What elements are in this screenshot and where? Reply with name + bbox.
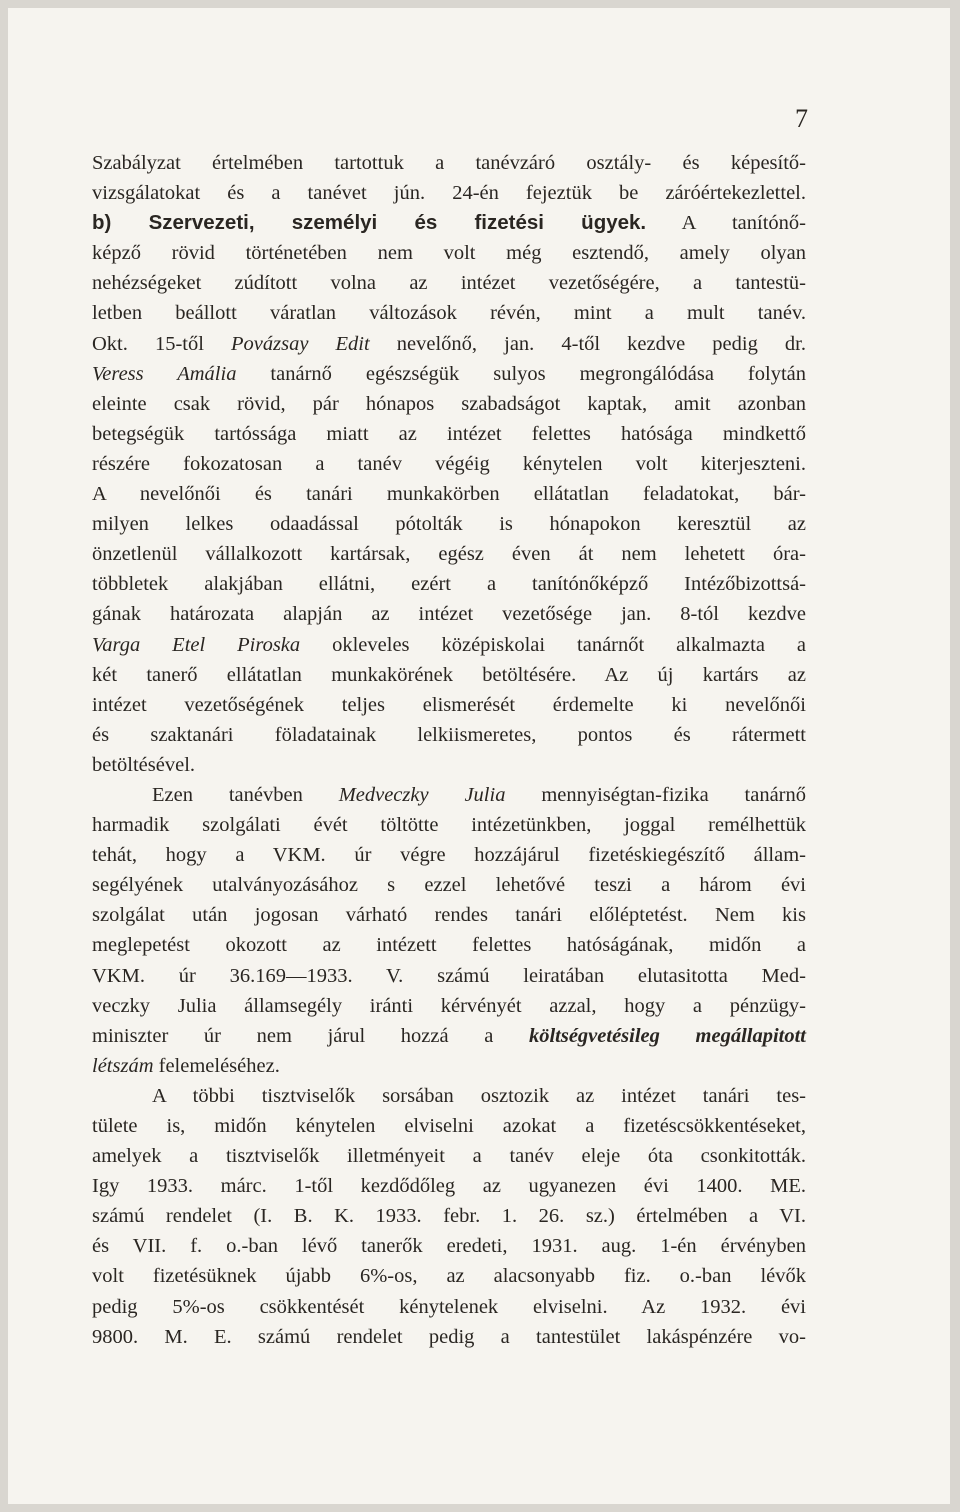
text-line — [92, 1141, 806, 1171]
text-run: intézet vezetőségének teljes elismerését érdemelte ki nevelőnői — [92, 693, 806, 716]
text-line — [92, 449, 806, 479]
text-run: okleveles középiskolai tanárnőt alkalmazta a — [300, 633, 806, 656]
text-line — [92, 298, 806, 328]
emphasized-text: költségvetésileg megállapitott — [528, 1024, 806, 1047]
text-run: A többi tisztviselők sorsában osztozik az intézet tanári tes- — [152, 1084, 806, 1107]
emphasized-text: Povázsay Edit — [231, 332, 370, 355]
text-line — [92, 359, 806, 389]
text-line — [92, 329, 806, 359]
emphasized-text: b) Szervezeti, személyi és fizetési ügyek. — [92, 211, 647, 235]
text-run: letben beállott váratlan változások révén, mint a mult tanév. — [92, 302, 806, 325]
text-line — [92, 780, 806, 810]
text-run: részére fokozatosan a tanév végéig kénytelen volt kiterjeszteni. — [92, 452, 806, 475]
text-run: többletek alakjában ellátni, ezért a tanítónőképző Intézőbizottsá- — [92, 573, 806, 596]
text-run: felemeléséhez. — [153, 1054, 280, 1077]
text-run: harmadik szolgálati évét töltötte intézetünkben, joggal remélhettük — [92, 814, 806, 837]
text-run: számú rendelet (I. B. K. 1933. febr. 1. 26. sz.) értelmében a VI. — [92, 1205, 806, 1228]
text-line — [92, 991, 806, 1021]
text-run: veczky Julia államsegély iránti kérvényét azzal, hogy a pénzügy- — [92, 994, 806, 1017]
text-run: Okt. 15-től — [92, 332, 232, 355]
text-line — [92, 1111, 806, 1141]
text-run: vizsgálatokat és a tanévet jún. 24-én fejeztük be záróértekezlettel. — [92, 182, 806, 205]
text-line — [92, 599, 806, 629]
body-text — [92, 148, 806, 1352]
text-line — [92, 1171, 806, 1201]
text-run: tehát, hogy a VKM. úr végre hozzájárul fizetéskiegészítő állam- — [92, 844, 806, 867]
text-line — [92, 961, 806, 991]
text-run: meglepetést okozott az intézett felettes hatóságának, midőn a — [92, 934, 806, 957]
text-run: volt fizetésüknek újabb 6%-os, az alacsonyabb fiz. o.-ban lévők — [92, 1265, 806, 1288]
text-line — [92, 238, 806, 268]
text-line — [92, 479, 806, 509]
text-run: VKM. úr 36.169—1933. V. számú leiratában elutasitotta Med- — [92, 964, 806, 987]
text-line — [92, 178, 806, 208]
text-run: eleinte csak rövid, pár hónapos szabadságot kaptak, amit azonban — [92, 392, 806, 415]
text-run: 9800. M. E. számú rendelet pedig a tantestület lakáspénzére vo- — [92, 1325, 806, 1348]
text-line — [92, 1292, 806, 1322]
text-line — [92, 1231, 806, 1261]
text-line — [92, 539, 806, 569]
text-run: pedig 5%-os csökkentését kénytelenek elviselni. Az 1932. évi — [92, 1295, 806, 1318]
text-line — [92, 148, 806, 178]
text-line — [92, 900, 806, 930]
text-line — [92, 930, 806, 960]
text-line — [92, 1081, 806, 1111]
text-run: mennyiségtan-fizika tanárnő — [505, 783, 807, 806]
text-run: betöltésével. — [92, 753, 196, 776]
text-run: önzetlenül vállalkozott kartársak, egész éven át nem lehetett óra- — [92, 543, 806, 566]
page-number: 7 — [795, 104, 808, 133]
text-run: szolgálat után jogosan várható rendes tanári előléptetést. Nem kis — [92, 904, 806, 927]
text-line — [92, 870, 806, 900]
text-line — [92, 1322, 806, 1352]
text-line — [92, 660, 806, 690]
text-run: gának határozata alapján az intézet vezetősége jan. 8-tól kezdve — [92, 603, 806, 626]
text-run: képző rövid történetében nem volt még esztendő, amely olyan — [92, 242, 806, 265]
text-line — [92, 389, 806, 419]
text-line — [92, 569, 806, 599]
text-line — [92, 810, 806, 840]
emphasized-text: létszám — [92, 1054, 154, 1077]
emphasized-text: Varga Etel Piroska — [92, 633, 301, 656]
text-line — [92, 840, 806, 870]
text-run: tülete is, midőn kénytelen elviselni azokat a fizetéscsökkentéseket, — [92, 1115, 806, 1137]
text-run: amelyek a tisztviselők illetményeit a tanév eleje óta csonkitották. — [92, 1145, 806, 1168]
text-run: Ezen tanévben — [152, 783, 339, 806]
text-run: A nevelőnői és tanári munkakörben ellátatlan feladatokat, bár- — [92, 483, 806, 506]
text-run: és VII. f. o.-ban lévő tanerők eredeti, 1931. aug. 1-én érvényben — [92, 1235, 806, 1258]
text-line — [92, 1261, 806, 1291]
text-run: két tanerő ellátatlan munkakörének betöltésére. Az új kartárs az — [92, 663, 806, 686]
text-line — [92, 630, 806, 660]
text-run: Szabályzat értelmében tartottuk a tanévzáró osztály- és képesítő- — [92, 152, 806, 174]
text-line — [92, 419, 806, 449]
text-run: betegségük tartóssága miatt az intézet felettes hatósága mindkettő — [92, 422, 806, 445]
text-run: Igy 1933. márc. 1-től kezdődőleg az ugyanezen évi 1400. ME. — [92, 1175, 806, 1198]
emphasized-text: Veress Amália — [92, 362, 237, 385]
emphasized-text: Medveczky Julia — [338, 783, 506, 806]
text-line — [92, 1021, 806, 1051]
text-line — [92, 1051, 806, 1081]
text-run: nevelőnő, jan. 4-től kezdve pedig dr. — [369, 332, 806, 355]
text-line — [92, 208, 806, 238]
text-line — [92, 268, 806, 298]
text-line — [92, 720, 806, 750]
text-run: nehézségeket zúdított volna az intézet vezetőségére, a tantestü- — [92, 272, 806, 295]
text-line — [92, 509, 806, 539]
text-run: segélyének utalványozásához s ezzel lehetővé teszi a három évi — [92, 874, 806, 897]
text-run: milyen lelkes odaadással pótolták is hónapokon keresztül az — [92, 513, 806, 536]
document-page — [8, 8, 950, 1504]
text-line — [92, 750, 806, 780]
text-run: A tanítónő- — [646, 212, 806, 235]
text-line — [92, 1201, 806, 1231]
text-line — [92, 690, 806, 720]
text-run: miniszter úr nem járul hozzá a — [92, 1024, 529, 1047]
text-run: és szaktanári föladatainak lelkiismeretes, pontos és rátermett — [92, 723, 806, 746]
text-run: tanárnő egészségük sulyos megrongálódása folytán — [236, 362, 806, 385]
